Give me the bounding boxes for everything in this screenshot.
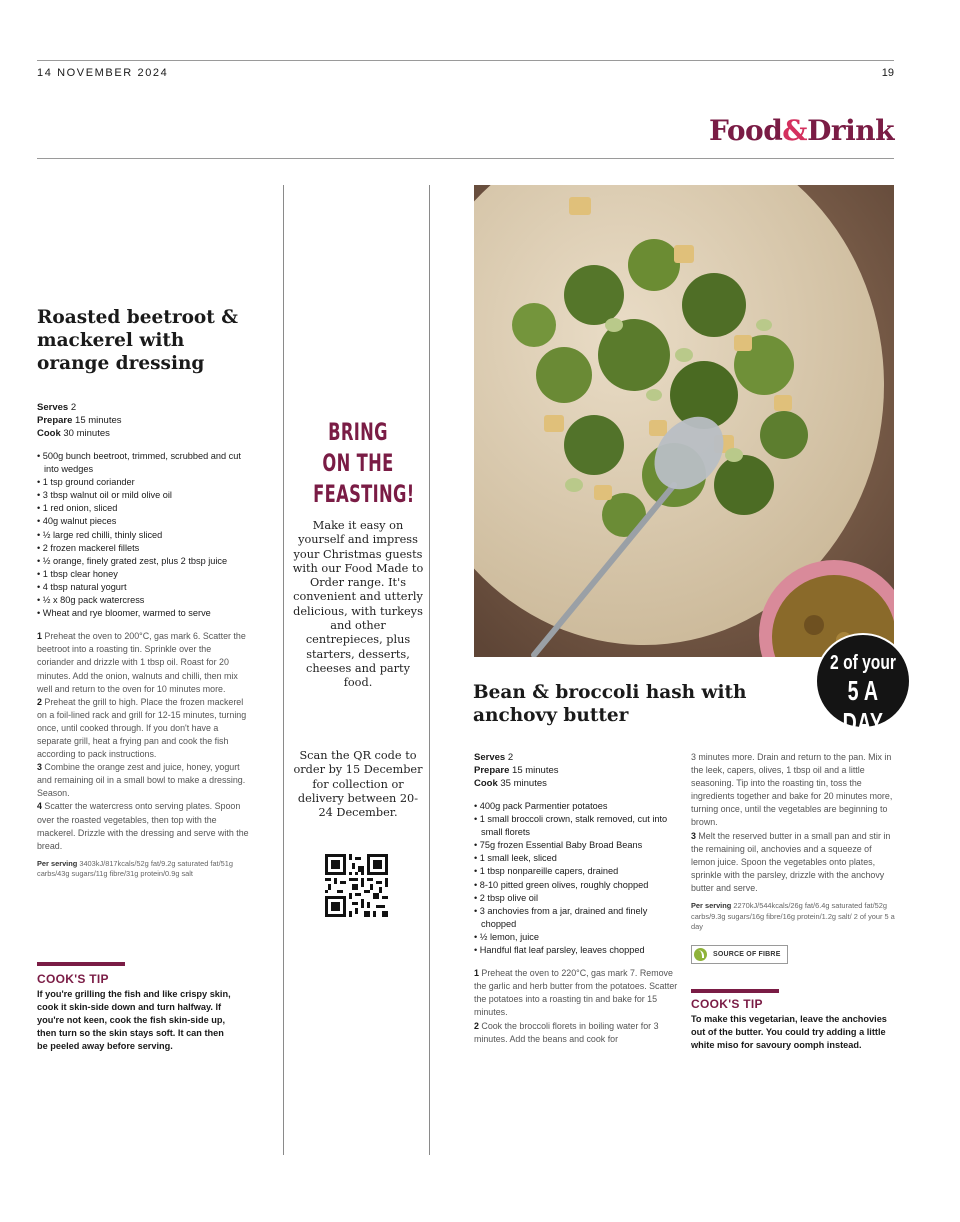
fibre-badge-label: SOURCE OF FIBRE <box>713 950 781 958</box>
promo-body: Make it easy on yourself and impress your Christmas guests with our Food Made to Order range. It's convenient and utterly delicious, with turkeys and other centrepieces, plus starters, desserts, cheeses and party food. <box>292 519 424 690</box>
ingredient-item: • ½ x 80g pack watercress <box>37 595 145 606</box>
recipe-right-column-1 <box>474 751 679 1046</box>
ingredient-item: • 500g bunch beetroot, trimmed, scrubbed and cut into wedges <box>37 451 241 475</box>
column-divider-right <box>429 185 430 1155</box>
header-bottom-rule <box>37 158 894 159</box>
five-a-day-badge <box>815 633 911 738</box>
ingredient-list <box>37 450 249 620</box>
prepare-line: Prepare 15 minutes <box>474 765 559 776</box>
cooks-tip-rule <box>691 989 779 993</box>
nutrition-info: Per serving 3403kJ/817kcals/52g fat/9.2g saturated fat/51g carbs/43g sugars/11g fibre/31g protein/0.9g salt <box>37 858 233 879</box>
ingredient-item: • 1 tsp ground coriander <box>37 477 135 488</box>
ingredient-item: • 1 small broccoli crown, stalk removed, cut into small florets <box>474 814 668 838</box>
ingredient-item: • 1 tbsp clear honey <box>37 568 118 579</box>
ingredient-item: • 1 small leek, sliced <box>474 853 557 864</box>
ingredient-item: • Wheat and rye bloomer, warmed to serve <box>37 608 211 619</box>
cook-line: Cook 35 minutes <box>474 778 547 789</box>
ingredient-item: • 8-10 pitted green olives, roughly chopped <box>474 879 649 890</box>
recipe-title: Bean & broccoli hash with anchovy butter <box>473 682 747 726</box>
recipe-meta <box>474 751 679 790</box>
badge-line-1: 2 of your <box>830 652 896 674</box>
ingredient-item: • ½ lemon, juice <box>474 931 540 942</box>
page-number: 19 <box>881 67 894 79</box>
recipe-right-column-2 <box>691 751 896 966</box>
cooks-tip-title: COOK'S TIP <box>37 972 109 986</box>
promo-heading-line: ON THE <box>322 449 394 477</box>
method-step: 1 Preheat the oven to 220°C, gas mark 7. Remove the garlic and herb butter from the potatoes. Scatter the potatoes into a roasting tin and bake for 15 minutes. <box>474 968 678 1018</box>
promo-heading <box>313 417 415 510</box>
section-brand <box>709 114 894 147</box>
ingredient-list <box>474 800 679 957</box>
cook-line: Cook 30 minutes <box>37 428 110 439</box>
prepare-line: Prepare 15 minutes <box>37 415 122 426</box>
method-step: 2 Preheat the grill to high. Place the frozen mackerel on a foil-lined rack and grill for 12-15 minutes, turning once, until cooked through. If you don't have a separate grill, heat a frying pan and cook the fish according to pack instructions. <box>37 696 247 760</box>
ingredient-item: • Handful flat leaf parsley, leaves chopped <box>474 945 645 956</box>
ingredient-item: • 40g walnut pieces <box>37 516 117 527</box>
method-step: 3 Combine the orange zest and juice, honey, yogurt and remaining oil in a small bowl to make a dressing. Season. <box>37 762 246 799</box>
method-step: 4 Scatter the watercress onto serving plates. Spoon over the roasted vegetables, then top with the mackerel. Drizzle with the dressing and serve with the bread. <box>37 801 249 851</box>
source-of-fibre-badge <box>691 945 788 964</box>
promo-heading-line: BRING <box>328 418 388 446</box>
method-continued <box>691 751 896 895</box>
method <box>37 630 249 853</box>
method-step: 3 Melt the reserved butter in a small pan and stir in the remaining oil, anchovies and a squeeze of lemon juice. Spoon the vegetables onto plates, sprinkle with the parsley, drizzle with the anchovy butter and serve. <box>691 830 891 893</box>
ingredient-item: • 4 tbsp natural yogurt <box>37 581 127 592</box>
issue-date: 14 NOVEMBER 2024 <box>37 67 169 79</box>
dish-photo <box>474 185 894 657</box>
ingredient-item: • 1 tbsp nonpareille capers, drained <box>474 866 619 877</box>
brand-ampersand: & <box>782 114 808 147</box>
cooks-tip-text: If you're grilling the fish and like crispy skin, cook it skin-side down and turn halfway. If you're not keen, cook the fish skin-side up, then turn so the skin stays soft. It can then be peeled away before serving. <box>37 989 231 1052</box>
method-step: 1 Preheat the oven to 200°C, gas mark 6. Scatter the beetroot into a roasting tin. Sprinkle over the coriander and drizzle with 1 tbsp oil. Roast for 20 minutes. Add the onion, walnuts and chilli, then mix well and return to the oven for 10 minutes more. <box>37 631 246 694</box>
ingredient-item: • 1 red onion, sliced <box>37 503 118 514</box>
column-divider-left <box>283 185 284 1155</box>
header-top-rule <box>37 60 894 61</box>
serves-line: Serves 2 <box>474 752 514 763</box>
ingredient-item: • 400g pack Parmentier potatoes <box>474 801 608 811</box>
recipe-meta <box>37 401 249 440</box>
qr-code[interactable] <box>325 854 388 917</box>
badge-line-2: 5 A DAY <box>842 675 884 738</box>
fibre-leaf-icon <box>694 948 707 961</box>
recipe-left <box>37 306 249 880</box>
ingredient-item: • ½ large red chilli, thinly sliced <box>37 529 163 540</box>
cooks-tip-title: COOK'S TIP <box>691 997 763 1011</box>
nutrition-info: Per serving 2270kJ/544kcals/26g fat/6.4g saturated fat/52g carbs/9.3g sugars/16g fibre/16g protein/1.2g salt/ 2 of your 5 a day <box>691 901 895 932</box>
cooks-tip-text: To make this vegetarian, leave the anchovies out of the butter. You could try adding a little white miso for savoury oomph instead. <box>691 1014 887 1051</box>
serves-line: Serves 2 <box>37 402 77 413</box>
method <box>474 967 679 1046</box>
method-step: 2 Cook the broccoli florets in boiling water for 3 minutes. Add the beans and cook for <box>474 1020 659 1044</box>
ingredient-item: • ½ orange, finely grated zest, plus 2 tbsp juice <box>37 555 228 566</box>
ingredient-item: • 2 tbsp olive oil <box>474 892 538 903</box>
cooks-tip-rule <box>37 962 125 966</box>
recipe-title: Roasted beetroot & mackerel with orange dressing <box>37 307 238 374</box>
ingredient-item: • 3 anchovies from a jar, drained and finely chopped <box>474 905 648 929</box>
promo-heading-line: FEASTING! <box>313 480 415 508</box>
ingredient-item: • 2 frozen mackerel fillets <box>37 542 140 553</box>
ingredient-item: • 3 tbsp walnut oil or mild olive oil <box>37 490 172 501</box>
method-step-continued: 3 minutes more. Drain and return to the pan. Mix in the leek, capers, olives, 1 tbsp oil and a little seasoning. Tip into the roasting tin, toss the ingredients together and bake for 20 minutes more, turning once, until the vegetables are beginning to brown. <box>691 752 893 828</box>
brand-food: Food <box>709 114 783 147</box>
brand-drink: Drink <box>807 114 894 147</box>
ingredient-item: • 75g frozen Essential Baby Broad Beans <box>474 840 643 851</box>
promo-scan-text: Scan the QR code to order by 15 December for collection or delivery between 20-24 December. <box>293 749 423 820</box>
